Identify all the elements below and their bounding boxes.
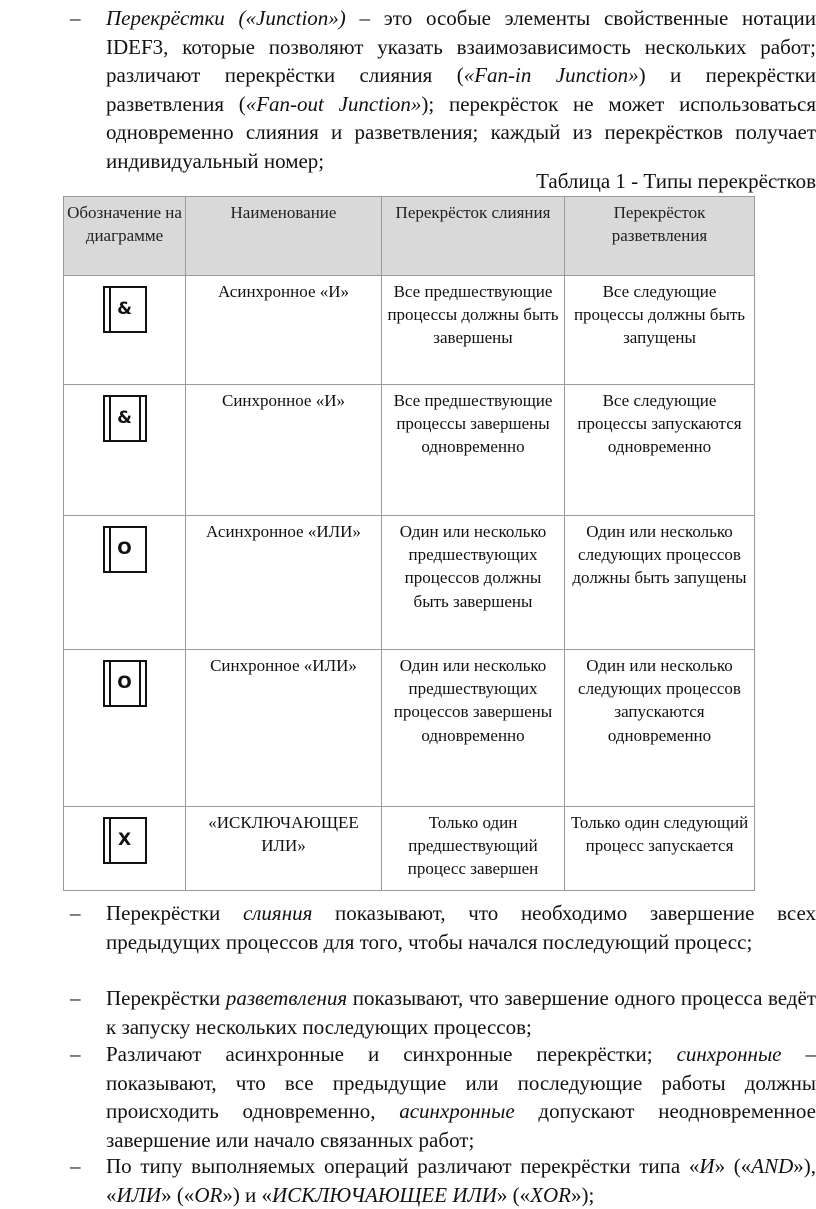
junction-symbol-label: O	[117, 673, 132, 693]
junction-symbol-cell	[64, 276, 186, 385]
table-header-row	[64, 197, 755, 276]
junction-symbol-cell	[64, 807, 186, 891]
bullet-dash: –	[70, 6, 81, 30]
text-run: » («	[496, 1182, 531, 1207]
intro-bullet	[70, 4, 816, 175]
italic-text: ИСКЛЮЧАЮЩЕЕ ИЛИ	[272, 1182, 497, 1207]
bullet-sync-async	[70, 1040, 816, 1154]
intro-bullet-text	[106, 4, 816, 175]
text-run: допускают неодновременное завершение или начало связанных работ;	[106, 1099, 816, 1152]
bullet-fan-in	[70, 899, 816, 956]
text-run: показывают, что завершение одного процесса ведёт к запуску нескольких последующих процессов;	[106, 986, 816, 1039]
fan-out-cell: Один или несколько следующих процессов запускаются одновременно	[565, 650, 755, 807]
header-name: Наименование	[186, 197, 382, 276]
header-fan-in: Перекрёсток слияния	[382, 197, 565, 276]
junction-symbol-cell	[64, 385, 186, 516]
junction-symbol-cell	[64, 650, 186, 807]
text-run: » («	[161, 1182, 195, 1207]
bullet-text	[106, 984, 816, 1041]
italic-text: разветвления	[225, 986, 348, 1010]
fan-in-cell: Все предшествующие процессы завершены одновременно	[382, 385, 565, 516]
text-run: »);	[570, 1182, 595, 1207]
fan-out-cell: Все следующие процессы запускаются одновременно	[565, 385, 755, 516]
bullet-dash: –	[70, 1042, 81, 1066]
bullet-dash: –	[70, 901, 81, 925]
table-row	[64, 516, 755, 650]
junction-name-cell: Асинхронное «ИЛИ»	[186, 516, 382, 650]
table-caption: Таблица 1 - Типы перекрёстков	[536, 169, 816, 193]
junction-symbol-label: O	[117, 539, 132, 559]
junction-symbol-label: &	[117, 408, 132, 428]
bullet-dash: –	[70, 1154, 81, 1178]
italic-text: «Fan-in Junction»	[463, 63, 639, 87]
bullet-operation-types	[70, 1152, 816, 1209]
junction-name-cell: «ИСКЛЮЧАЮЩЕЕ ИЛИ»	[186, 807, 382, 891]
bullet-dash: –	[70, 986, 81, 1010]
junction-symbol-icon	[103, 286, 147, 333]
text-run: »), «	[106, 1154, 816, 1207]
italic-text: слияния	[242, 901, 313, 925]
table-row	[64, 650, 755, 807]
text-run: Различают асинхронные и синхронные перекрёстки;	[106, 1042, 677, 1066]
bullet-text	[106, 1040, 816, 1154]
junction-symbol-cell	[64, 516, 186, 650]
text-run: – показывают, что все предыдущие или последующие работы должны происходить одновременно,	[106, 1042, 816, 1123]
text-run: ) и перекрёстки разветвления (	[106, 63, 816, 116]
text-run: ») и «	[222, 1182, 273, 1207]
table-row	[64, 385, 755, 516]
junction-symbol-icon	[103, 395, 147, 442]
bullet-text	[106, 1152, 816, 1209]
italic-text: Перекрёстки («Junction»)	[106, 6, 346, 30]
header-symbol: Обозначение на диаграмме	[64, 197, 186, 276]
table-row	[64, 807, 755, 891]
junction-symbol-label: &	[117, 299, 132, 319]
header-fan-out: Перекрёсток разветвления	[565, 197, 755, 276]
italic-text: И	[699, 1154, 715, 1178]
italic-text: «Fan-out Junction»	[245, 91, 422, 116]
fan-in-cell: Только один предшествующий процесс завершен	[382, 807, 565, 891]
fan-in-cell: Один или несколько предшествующих процессов завершены одновременно	[382, 650, 565, 807]
text-run: – это особые элементы свойственные нотации IDEF3, которые позволяют указать взаимозависимость нескольких работ; различают перекрёстки слияния (	[106, 6, 816, 87]
italic-text: OR	[194, 1182, 223, 1207]
fan-out-cell: Все следующие процессы должны быть запущены	[565, 276, 755, 385]
fan-in-cell: Один или несколько предшествующих процессов должны быть завершены	[382, 516, 565, 650]
fan-out-cell: Только один следующий процесс запускается	[565, 807, 755, 891]
junction-name-cell: Асинхронное «И»	[186, 276, 382, 385]
italic-text: асинхронные	[399, 1099, 515, 1123]
junction-symbol-icon	[103, 526, 147, 573]
text-run: показывают, что необходимо завершение всех предыдущих процессов для того, чтобы начался последующий процесс;	[106, 901, 816, 954]
bullet-text	[106, 899, 816, 956]
text-run: По типу выполняемых операций различают перекрёстки типа «	[106, 1154, 700, 1178]
bullet-fan-out	[70, 984, 816, 1041]
junction-types-table	[63, 196, 755, 891]
italic-text: XOR	[530, 1182, 571, 1207]
junction-symbol-label: X	[117, 830, 132, 850]
text-run: Перекрёстки	[106, 901, 243, 925]
junction-name-cell: Синхронное «И»	[186, 385, 382, 516]
text-run: Перекрёстки	[106, 986, 226, 1010]
italic-text: синхронные	[676, 1042, 782, 1066]
fan-out-cell: Один или несколько следующих процессов должны быть запущены	[565, 516, 755, 650]
fan-in-cell: Все предшествующие процессы должны быть завершены	[382, 276, 565, 385]
junction-name-cell: Синхронное «ИЛИ»	[186, 650, 382, 807]
table-row	[64, 276, 755, 385]
italic-text: ИЛИ	[116, 1182, 162, 1207]
text-run: ); перекрёсток не может использоваться одновременно слияния и разветвления; каждый из перекрёстков получает индивидуальный номер;	[106, 91, 816, 173]
text-run: » («	[714, 1154, 752, 1178]
italic-text: AND	[751, 1154, 794, 1178]
junction-symbol-icon	[103, 660, 147, 707]
junction-symbol-icon	[103, 817, 147, 864]
